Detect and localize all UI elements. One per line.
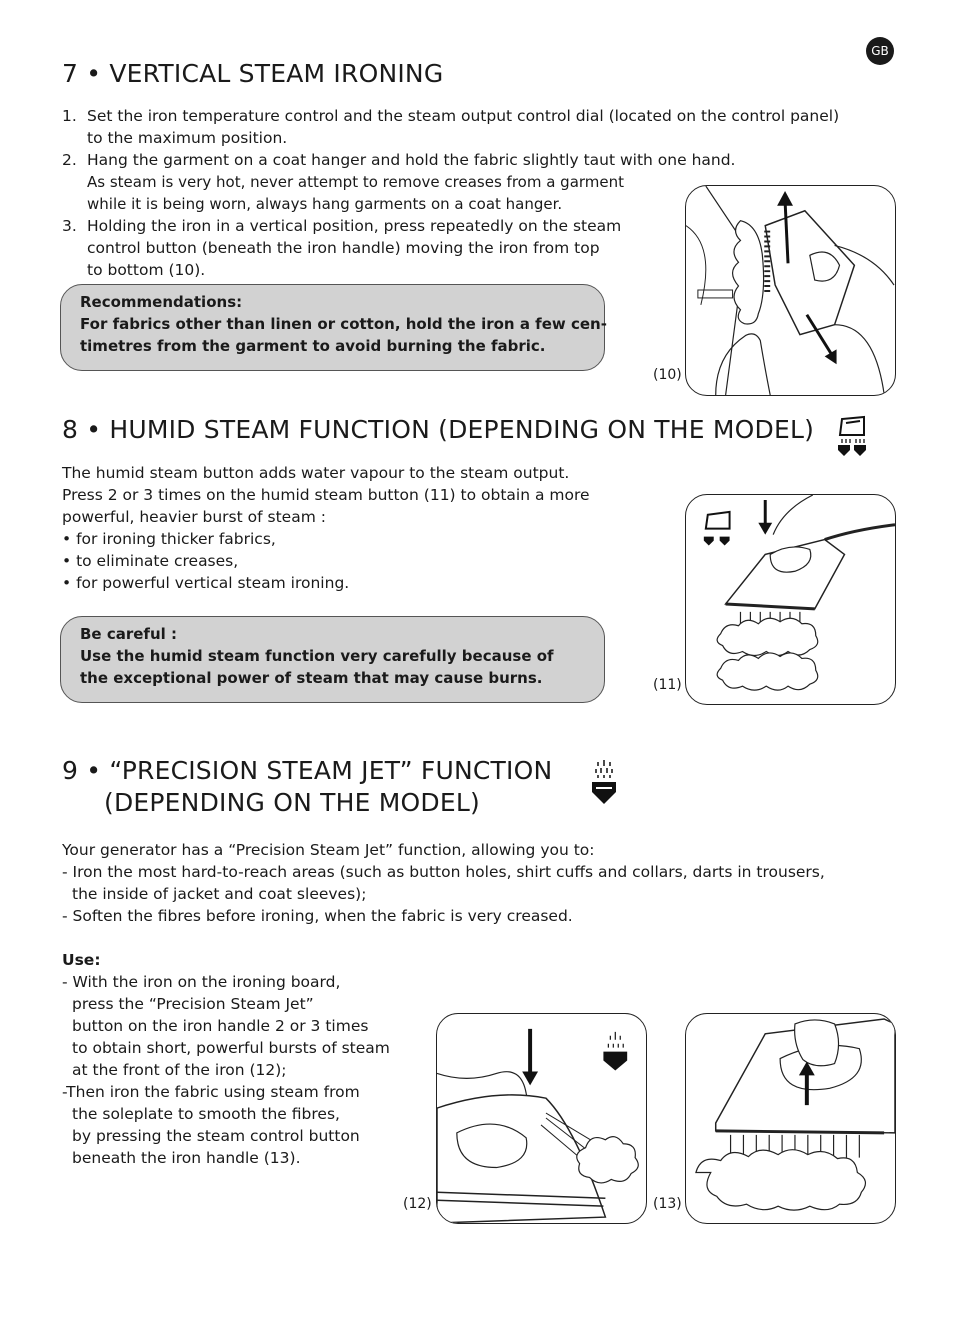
section-8-title: 8 • HUMID STEAM FUNCTION (DEPENDING ON THE MODEL): [62, 415, 815, 444]
soleplate-steam-illustration: [686, 1014, 895, 1223]
precision-steam-jet-icon: [589, 758, 619, 806]
figure-11-humid-steam: [685, 494, 896, 705]
precision-jet-illustration: [437, 1014, 646, 1223]
figure-10-caption: (10): [653, 367, 682, 383]
figure-10-vertical-ironing: [685, 185, 896, 396]
use-label: Use:: [62, 951, 101, 969]
humid-steam-icon: [834, 413, 870, 457]
figure-11-caption: (11): [653, 677, 682, 693]
figure-12-caption: (12): [403, 1196, 432, 1212]
section-8-body: The humid steam button adds water vapour to the steam output. Press 2 or 3 times on the humid steam button (11) to obtain a more powerful, heavier burst of steam : • for ironing thicker fabrics, • to eliminate creases, • for powerful vertical steam ironing.: [62, 464, 590, 592]
section-7-title: 7 • VERTICAL STEAM IRONING: [62, 59, 444, 88]
section-7-steps: 1. Set the iron temperature control and the steam output control dial (located on the control panel) to the maximum position. 2. Hang the garment on a coat hanger and hold the fabric slightly taut with one hand. As steam is very hot, never attempt to remove creases from a garment while it is being worn, always hang garments on a coat hanger. 3. Holding the iron in a vertical position, press repeatedly on the steam control button (beneath the iron handle) moving the iron from top to bottom (10).: [62, 107, 840, 279]
humid-steam-illustration: [686, 495, 895, 704]
language-badge: GB: [866, 37, 894, 65]
section-9-title: 9 • “PRECISION STEAM JET” FUNCTION: [62, 756, 553, 785]
section-9-use-steps: - With the iron on the ironing board, press the “Precision Steam Jet” button on the iron handle 2 or 3 times to obtain short, powerful bursts of steam at the front of the iron (12); -Then iron the fabric using steam from the soleplate to smooth the fibres, by pressing the steam control button beneath the iron handle (13).: [62, 973, 390, 1167]
section-9-subtitle: (DEPENDING ON THE MODEL): [104, 788, 480, 817]
figure-13-soleplate-steam: [685, 1013, 896, 1224]
be-careful-box: Be careful : Use the humid steam function very carefully because of the exceptional power of steam that may cause burns.: [60, 616, 605, 703]
vertical-ironing-illustration: [686, 186, 895, 395]
recommendations-box: Recommendations: For fabrics other than linen or cotton, hold the iron a few cen- timetres from the garment to avoid burning the fabric.: [60, 284, 605, 371]
figure-13-caption: (13): [653, 1196, 682, 1212]
section-9-intro: Your generator has a “Precision Steam Jet” function, allowing you to: - Iron the most hard-to-reach areas (such as button holes, shirt cuffs and collars, darts in trousers, the inside of jacket and coat sleeves); - Soften the fibres before ironing, when the fabric is very creased.: [62, 841, 825, 925]
figure-12-precision-jet: [436, 1013, 647, 1224]
